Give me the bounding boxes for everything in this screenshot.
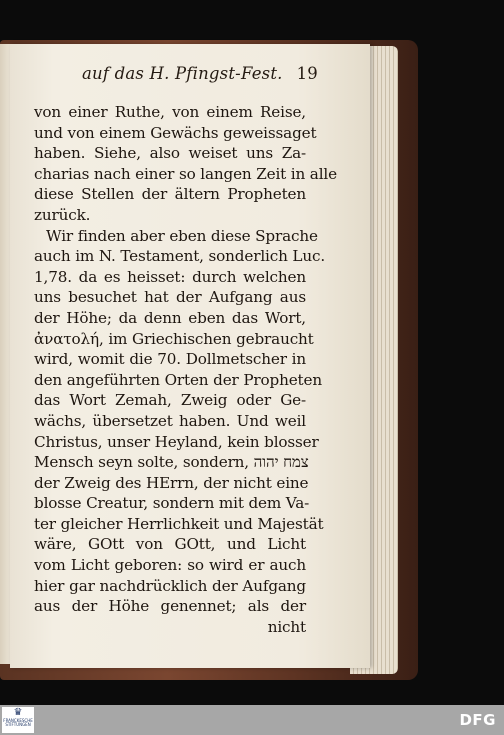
text-line: Christus, unser Heyland, kein blosser — [34, 432, 319, 451]
text-line: hier gar nachdrücklich der Aufgang — [34, 576, 306, 595]
text-line: uns besuchet hat der Aufgang aus — [34, 288, 306, 307]
text-line: und von einem Gewächs geweissaget — [34, 123, 317, 142]
text-line: den angeführten Orten der Propheten — [34, 370, 322, 389]
text-line: ἀνατολή, im Griechischen gebraucht — [34, 329, 314, 348]
text-line: vom Licht geboren: so wird er auch — [34, 556, 306, 575]
text-line: wächs, übersetzet haben. Und weil — [34, 411, 306, 430]
text-line: haben. Siehe, also weiset uns Za- — [34, 144, 306, 163]
text-line: charias nach einer so langen Zeit in alle — [34, 164, 337, 183]
viewer-footer — [0, 705, 504, 735]
text-line: von einer Ruthe, von einem Reise, — [34, 103, 306, 121]
text-line: auch im N. Testament, sonderlich Luc. — [34, 247, 325, 266]
text-line: Wir finden aber eben diese Sprache — [46, 226, 318, 245]
text-line: wäre, GOtt von GOtt, und Licht — [34, 535, 306, 554]
text-line: ter gleicher Herrlichkeit und Majestät — [34, 514, 324, 533]
running-head: auf das H. Pfingst-Fest. — [82, 64, 283, 83]
text-line: der Zweig des HErrn, der nicht eine — [34, 473, 309, 492]
dfg-logo[interactable]: DFG — [459, 711, 496, 729]
page-number: 19 — [296, 64, 318, 83]
text-line: zurück. — [34, 205, 91, 224]
logo-text: FRANCKESCHE STIFTUNGEN — [3, 718, 33, 728]
page-header — [82, 64, 318, 88]
text-line: diese Stellen der ältern Propheten — [34, 185, 306, 204]
library-emblem-icon: ♛ — [13, 707, 23, 718]
catchword: nicht — [267, 617, 306, 636]
text-line: 1,78. da es heisset: durch welchen — [34, 267, 306, 286]
text-line: blosse Creatur, sondern mit dem Va- — [34, 494, 310, 513]
text-line: wird, womit die 70. Dollmetscher in — [34, 350, 306, 369]
body-text — [34, 102, 337, 637]
text-line: Mensch seyn solte, sondern, צמח יהוה — [34, 453, 309, 472]
text-line: aus der Höhe genennet; als der — [34, 597, 306, 616]
text-line: das Wort Zemah, Zweig oder Ge- — [34, 391, 306, 410]
text-line: der Höhe; da denn eben das Wort, — [34, 308, 306, 327]
book-page — [10, 44, 370, 668]
institution-logo[interactable] — [2, 707, 34, 733]
